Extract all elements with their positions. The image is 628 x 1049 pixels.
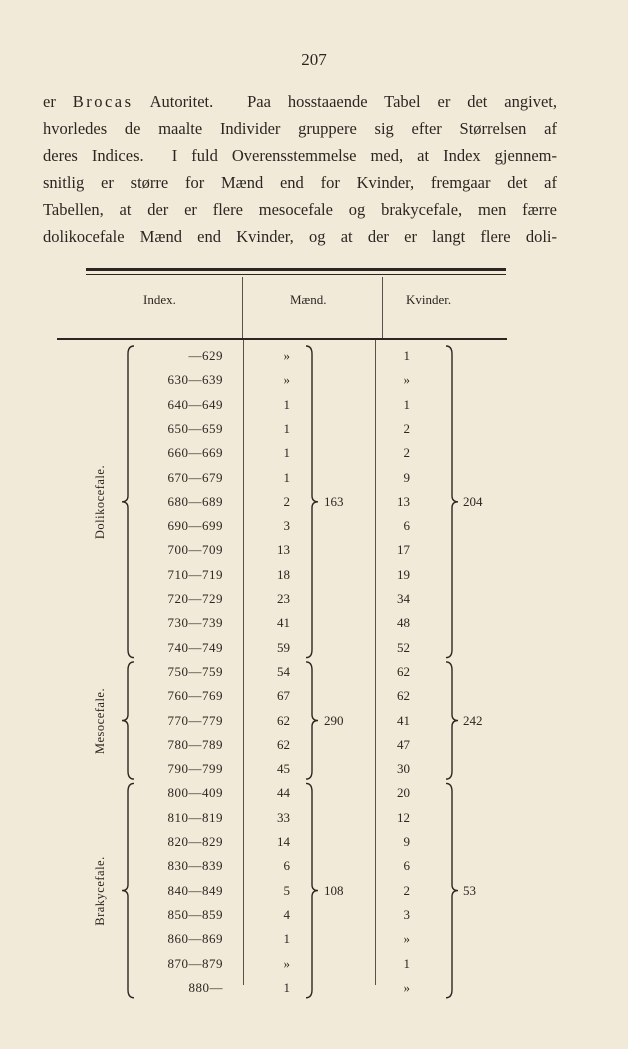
women-count: 30 bbox=[397, 761, 410, 777]
left-group-brace bbox=[122, 662, 134, 779]
men-count: 1 bbox=[283, 396, 290, 412]
men-count: 1 bbox=[283, 979, 290, 995]
women-group-total: 204 bbox=[463, 493, 483, 509]
men-count: 23 bbox=[277, 591, 290, 606]
women-group-brace bbox=[446, 346, 458, 658]
women-count: 20 bbox=[397, 785, 410, 801]
left-group-brace bbox=[122, 783, 134, 997]
index-range: 880— bbox=[188, 979, 223, 995]
men-count: 1 bbox=[283, 420, 290, 436]
index-range: 660—669 bbox=[167, 445, 223, 461]
women-count: 12 bbox=[397, 809, 410, 825]
index-range: 850—859 bbox=[167, 906, 223, 922]
men-count: 33 bbox=[277, 809, 290, 825]
men-count: 67 bbox=[277, 688, 290, 704]
men-group-brace bbox=[306, 783, 318, 997]
index-range: 770—779 bbox=[167, 712, 223, 728]
index-range: 680—689 bbox=[167, 493, 223, 509]
women-count: 52 bbox=[397, 639, 410, 655]
women-group-brace bbox=[446, 662, 458, 779]
group-label: Mesocefale. bbox=[93, 687, 107, 754]
women-count: 13 bbox=[397, 493, 410, 509]
group-label: Dolikocefale. bbox=[93, 464, 107, 539]
men-count: 1 bbox=[283, 445, 290, 461]
index-range: 720—729 bbox=[167, 591, 223, 606]
women-count: 19 bbox=[397, 566, 410, 582]
men-count: 62 bbox=[277, 736, 290, 752]
text-line: dolikocefale Mænd end Kvinder, og at der er langt flere doli- bbox=[43, 227, 557, 246]
women-count: 1 bbox=[403, 955, 410, 971]
group-label: Brakycefale. bbox=[93, 855, 107, 926]
men-count: 4 bbox=[283, 906, 290, 922]
men-count: 62 bbox=[277, 712, 290, 728]
index-range: 730—739 bbox=[167, 615, 223, 631]
men-count: » bbox=[283, 955, 290, 971]
women-count: 2 bbox=[403, 882, 410, 898]
index-range: 860—869 bbox=[167, 931, 223, 947]
index-range: 640—649 bbox=[167, 396, 223, 412]
index-range: 780—789 bbox=[167, 736, 223, 752]
page-number: 207 bbox=[301, 50, 327, 69]
women-count: 62 bbox=[397, 663, 410, 679]
women-count: » bbox=[403, 979, 410, 995]
women-count: 17 bbox=[397, 542, 410, 558]
index-range: 840—849 bbox=[167, 882, 223, 898]
women-group-brace bbox=[446, 783, 458, 997]
header-women: Kvinder. bbox=[406, 292, 452, 307]
men-count: 44 bbox=[277, 785, 290, 801]
header-men: Mænd. bbox=[290, 292, 327, 307]
men-count: 6 bbox=[283, 858, 290, 874]
men-group-brace bbox=[306, 662, 318, 779]
women-count: 9 bbox=[403, 469, 410, 485]
men-count: 54 bbox=[277, 663, 290, 679]
index-range: 630—639 bbox=[167, 372, 223, 388]
text-line: er Brocas Autoritet. Paa hosstaaende Tabel er det angivet, bbox=[43, 92, 557, 111]
index-range: 760—769 bbox=[167, 688, 223, 704]
index-range: 820—829 bbox=[167, 834, 223, 849]
women-count: 41 bbox=[397, 712, 410, 728]
women-count: » bbox=[403, 372, 410, 388]
men-count: 5 bbox=[283, 882, 290, 898]
women-count: 2 bbox=[403, 420, 410, 436]
men-count: 18 bbox=[277, 566, 290, 582]
men-count: 14 bbox=[277, 834, 290, 849]
men-count: 45 bbox=[277, 761, 290, 777]
women-group-total: 53 bbox=[463, 882, 476, 898]
men-count: 59 bbox=[277, 639, 290, 655]
index-range: 670—679 bbox=[167, 469, 223, 485]
men-count: 13 bbox=[277, 542, 290, 558]
women-count: 1 bbox=[403, 396, 410, 412]
women-count: 62 bbox=[397, 688, 410, 704]
men-count: 1 bbox=[283, 469, 290, 485]
women-count: 34 bbox=[397, 591, 410, 606]
index-range: 800—409 bbox=[167, 785, 223, 801]
men-count: » bbox=[283, 348, 290, 363]
men-group-total: 290 bbox=[324, 712, 344, 728]
men-count: 1 bbox=[283, 931, 290, 947]
men-group-brace bbox=[306, 346, 318, 658]
women-count: 48 bbox=[397, 615, 410, 631]
index-range: 740—749 bbox=[167, 639, 223, 655]
men-group-total: 163 bbox=[324, 493, 344, 509]
men-count: 2 bbox=[283, 493, 290, 509]
index-range: 810—819 bbox=[167, 809, 223, 825]
text-line: snitlig er større for Mænd end for Kvinder, fremgaar det af bbox=[43, 173, 557, 192]
index-range: 710—719 bbox=[167, 566, 223, 582]
women-count: 6 bbox=[403, 858, 410, 874]
text-line: hvorledes de maalte Individer gruppere sig efter Størrelsen af bbox=[43, 119, 557, 138]
index-range: —629 bbox=[188, 348, 223, 363]
men-count: 3 bbox=[283, 518, 290, 534]
index-range: 650—659 bbox=[167, 420, 223, 436]
women-count: » bbox=[403, 931, 410, 947]
men-group-total: 108 bbox=[324, 882, 344, 898]
text-line: Tabellen, at der er flere mesocefale og brakycefale, men færre bbox=[43, 200, 557, 219]
text-line: deres Indices. I fuld Overensstemmelse med, at Index gjennem- bbox=[43, 146, 557, 165]
index-range: 750—759 bbox=[167, 663, 223, 679]
index-range: 830—839 bbox=[167, 858, 223, 874]
women-count: 9 bbox=[403, 834, 410, 849]
men-count: » bbox=[283, 372, 290, 388]
index-range: 700—709 bbox=[167, 542, 223, 558]
women-group-total: 242 bbox=[463, 712, 483, 728]
women-count: 6 bbox=[403, 518, 410, 534]
men-count: 41 bbox=[277, 615, 290, 631]
women-count: 3 bbox=[403, 906, 410, 922]
women-count: 47 bbox=[397, 736, 410, 752]
index-range: 790—799 bbox=[167, 761, 223, 777]
header-index: Index. bbox=[143, 292, 176, 307]
left-group-brace bbox=[122, 346, 134, 658]
index-range: 870—879 bbox=[167, 955, 223, 971]
women-count: 2 bbox=[403, 445, 410, 461]
women-count: 1 bbox=[403, 348, 410, 363]
index-range: 690—699 bbox=[167, 518, 223, 534]
